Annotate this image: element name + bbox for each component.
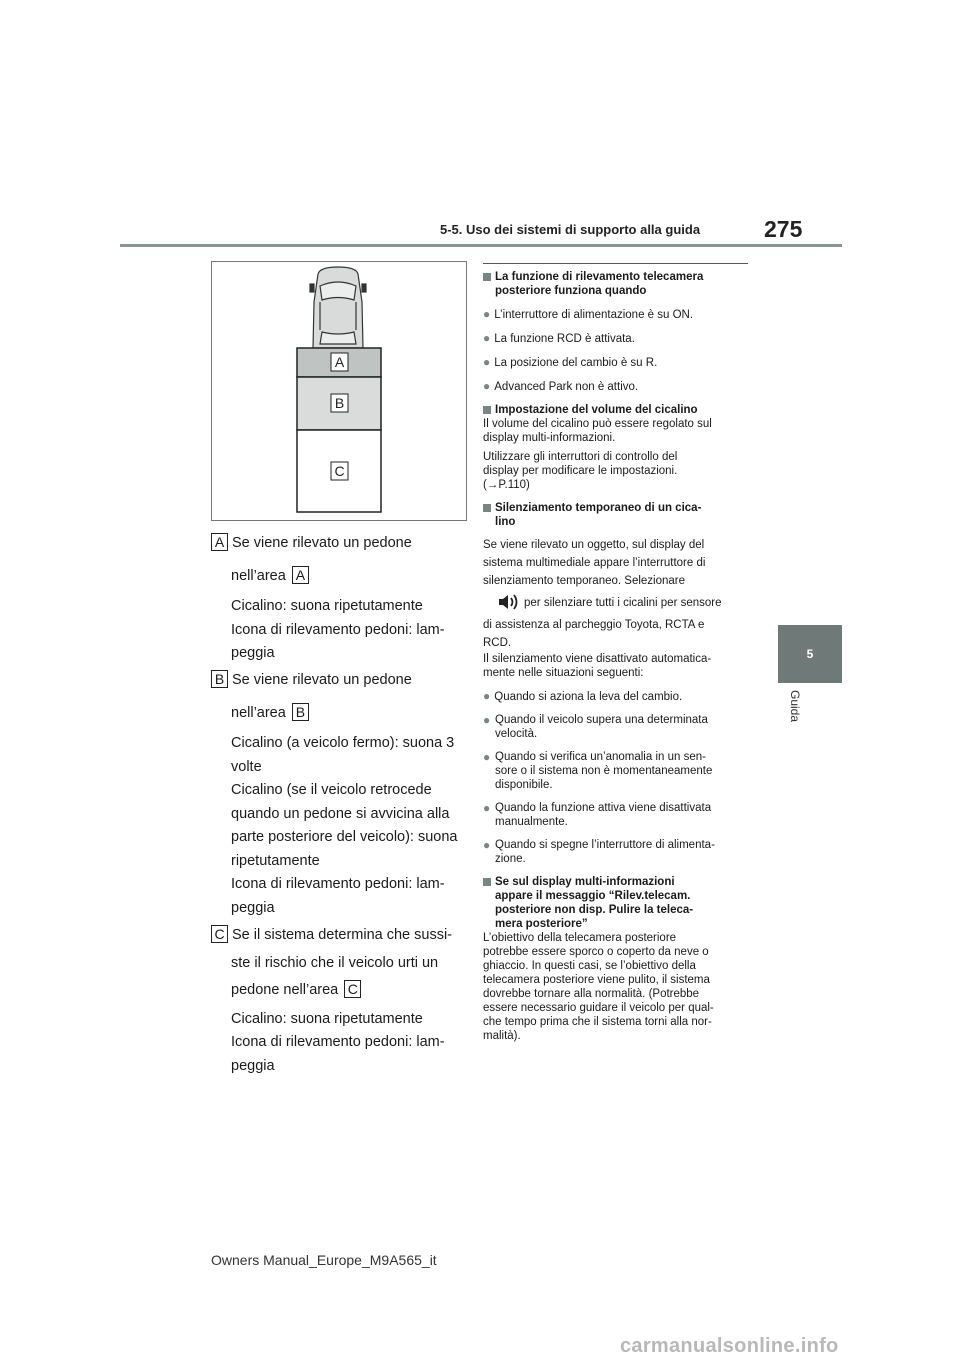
- square-bullet-icon: [483, 878, 491, 886]
- zone-c-details: [231, 1008, 471, 1079]
- list-item: ● Quando si spegne l’interruttore di alimenta- zione.: [483, 838, 715, 865]
- list-item: ● Advanced Park non è attivo.: [483, 379, 639, 393]
- paragraph: Il silenziamento viene disattivato automatica- mente nelle situazioni seguenti:: [483, 653, 712, 679]
- square-bullet-icon: [483, 504, 491, 512]
- zone-a-details: [231, 595, 471, 666]
- zone-b-inline-marker: B: [292, 703, 309, 721]
- zone-c-inline-marker: C: [344, 980, 361, 998]
- zone-c-detail: Icona di rilevamento pedoni: lam-: [231, 1034, 445, 1050]
- zone-b-detail: quando un pedone si avvicina alla: [231, 805, 450, 822]
- header-rule: [120, 244, 842, 247]
- zone-b-detail: ripetutamente: [231, 852, 320, 869]
- mute-instruction: per silenziare tutti i cicalini per sensore: [483, 596, 753, 610]
- chapter-name-label: Guida: [788, 690, 802, 723]
- paragraph: Utilizzare gli interruttori di controllo del display per modificare le impostazioni. (→P.110): [483, 450, 753, 492]
- zone-b-detail: parte posteriore del veicolo): suona: [231, 829, 458, 845]
- heading-camera-message: Se sul display multi-informazioni appare il messaggio “Rilev.telecam. posteriore non disp. Pulire la teleca- mera posteriore”: [483, 875, 753, 931]
- circle-bullet-icon: ●: [483, 713, 491, 727]
- circle-bullet-icon: ●: [483, 355, 491, 369]
- zone-c-line2: ste il rischio che il veicolo urti un: [231, 954, 439, 971]
- section-title: 5-5. Uso dei sistemi di supporto alla guida: [440, 222, 701, 237]
- list-item: ● La funzione RCD è attivata.: [483, 331, 635, 345]
- circle-bullet-icon: ●: [483, 838, 491, 852]
- chapter-name: [784, 690, 804, 740]
- deactivation-list: [483, 689, 753, 866]
- right-column-rule: [483, 263, 748, 264]
- zone-b-detail: peggia: [231, 899, 275, 916]
- heading-line: posteriore funziona quando: [495, 285, 647, 297]
- list-item: ● Quando il veicolo supera una determinata velocità.: [483, 713, 708, 740]
- list-item: ● Quando la funzione attiva viene disattivata manualmente.: [483, 801, 712, 828]
- paragraph: L’obiettivo della telecamera posteriore potrebbe essere sporco o coperto da neve o ghiaccio. In questi casi, se l’obiettivo della telecamera posteriore viene pulito, il sistema dovrebbe tornare alla normalità. (Potrebbe essere necessario guidare il veicolo per qual- che tempo prima che il sistema torni alla nor- malità).: [483, 932, 714, 1042]
- conditions-list: [483, 307, 753, 394]
- zone-b-detail: Cicalino (se il veicolo retrocede: [231, 782, 432, 798]
- zone-a-line1: Se viene rilevato un pedone: [232, 535, 412, 551]
- zone-b-detail: Icona di rilevamento pedoni: lam-: [231, 876, 445, 892]
- circle-bullet-icon: ●: [483, 801, 491, 815]
- zone-a-detail: peggia: [231, 645, 275, 661]
- zone-a-detail: Cicalino: suona ripetutamente: [231, 598, 423, 614]
- list-item: ● La posizione del cambio è su R.: [483, 355, 658, 369]
- paragraph: Se viene rilevato un oggetto, sul display del sistema multimediale appare l’interruttore di silenziamento temporaneo. Selezionare: [483, 539, 706, 587]
- circle-bullet-icon: ●: [483, 689, 491, 703]
- zone-b-label: B: [334, 395, 345, 411]
- zone-a-description: [211, 532, 471, 666]
- parking-zones-diagram: [212, 262, 466, 520]
- zone-b-detail: Cicalino (a veicolo fermo): suona 3: [231, 735, 455, 751]
- paragraph: di assistenza al parcheggio Toyota, RCTA e RCD.: [483, 619, 705, 649]
- parking-zones-figure: [211, 261, 467, 521]
- zone-b-line2: nell’area: [231, 704, 286, 721]
- square-bullet-icon: [483, 273, 491, 281]
- paragraph: Il volume del cicalino può essere regolato sul display multi-informazioni.: [483, 418, 712, 444]
- circle-bullet-icon: ●: [483, 379, 491, 393]
- right-column: [483, 270, 753, 1043]
- circle-bullet-icon: ●: [483, 331, 491, 345]
- zone-c-detail: peggia: [231, 1057, 275, 1074]
- zone-c-marker: C: [211, 925, 228, 943]
- watermark: carmanualsonline.info: [620, 1335, 839, 1357]
- zone-a-label: A: [334, 354, 345, 370]
- zone-c-line1: Se il sistema determina che sussi-: [232, 927, 452, 943]
- heading-line: La funzione di rilevamento telecamera: [495, 271, 704, 283]
- zone-b-detail: volte: [231, 758, 262, 775]
- page-reference: (→P.110): [483, 479, 530, 491]
- square-bullet-icon: [483, 406, 491, 414]
- zone-c-label: C: [334, 463, 345, 479]
- zone-c-line3: pedone nell’area: [231, 982, 339, 998]
- heading-rear-camera: [483, 270, 753, 298]
- chapter-tab: 5: [778, 625, 842, 683]
- footer-text: Owners Manual_Europe_M9A565_it: [211, 1252, 437, 1268]
- zone-a-detail: Icona di rilevamento pedoni: lam-: [231, 621, 445, 638]
- list-item: ● L’interruttore di alimentazione è su ON.: [483, 307, 694, 321]
- list-item: ● Quando si verifica un’anomalia in un sen- sore o il sistema non è momentaneamente disponibile.: [483, 750, 713, 791]
- list-item: ● Quando si aziona la leva del cambio.: [483, 689, 683, 703]
- zone-b-description: [211, 669, 471, 920]
- zone-a-marker: A: [211, 533, 228, 551]
- heading-mute: Silenziamento temporaneo di un cica- lino: [483, 501, 753, 529]
- circle-bullet-icon: ●: [483, 750, 491, 764]
- zone-a-inline-marker: A: [292, 566, 309, 584]
- car-top-view-icon: [310, 267, 366, 348]
- zone-b-details: [231, 732, 471, 920]
- page-number: 275: [764, 216, 803, 242]
- zone-c-detail: Cicalino: suona ripetutamente: [231, 1010, 423, 1027]
- zone-c-description: [211, 924, 471, 1078]
- zone-a-line2: nell’area: [231, 567, 286, 584]
- speaker-mute-icon: [497, 592, 521, 612]
- circle-bullet-icon: ●: [483, 307, 491, 321]
- zone-b-line1: Se viene rilevato un pedone: [232, 672, 412, 688]
- zone-b-marker: B: [211, 670, 228, 688]
- heading-buzzer-volume: Impostazione del volume del cicalino: [483, 403, 753, 417]
